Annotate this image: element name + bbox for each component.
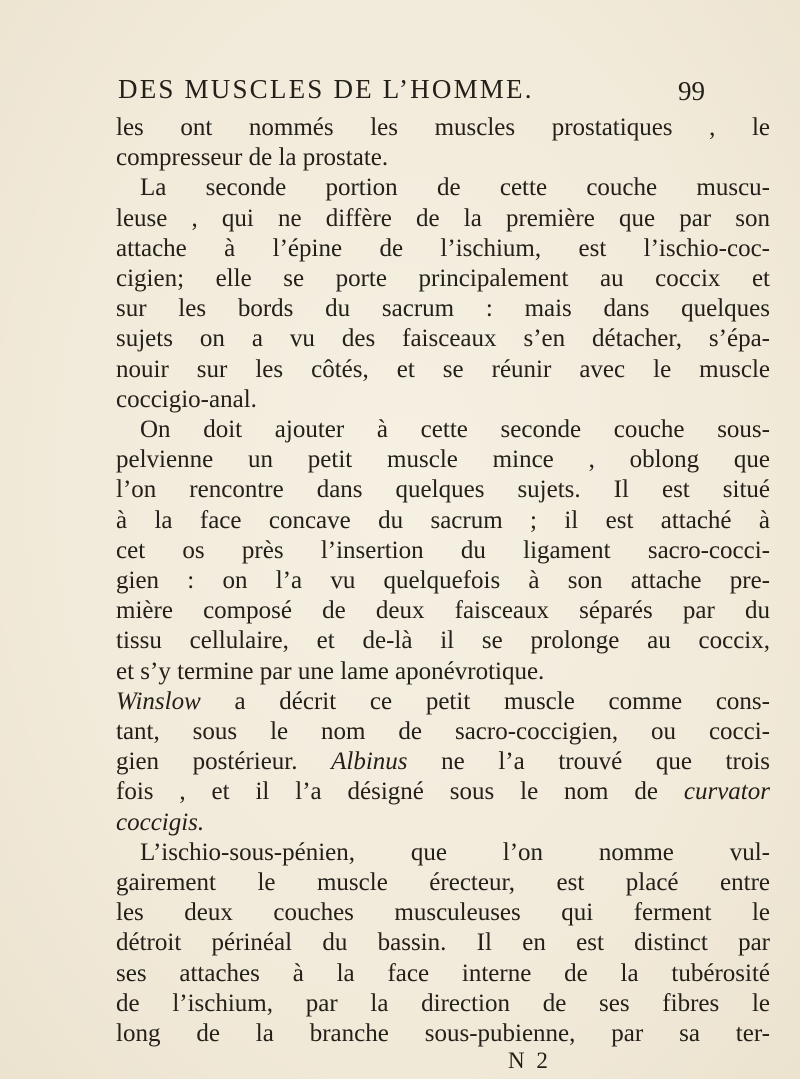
text-line: leuse , qui ne diffère de la première que par son <box>116 205 770 232</box>
text-line: gien : on l’a vu quelquefois à son attache pre- <box>116 567 770 594</box>
text-line: sur les bords du sacrum : mais dans quelques <box>116 295 770 322</box>
text-fragment: ne l’a trouvé que trois <box>407 748 770 775</box>
text-line: nouir sur les côtés, et se réunir avec le muscle <box>116 356 770 383</box>
text-line: les deux couches musculeuses qui ferment le <box>116 899 770 926</box>
page-number: 99 <box>678 76 705 106</box>
latin-term: curvator <box>683 778 770 805</box>
text-line: et s’y termine par une lame aponévrotique. <box>116 658 545 685</box>
text-line: cet os près l’insertion du ligament sacro-cocci- <box>116 537 770 564</box>
text-line: ses attaches à la face interne de la tubérosité <box>116 960 770 987</box>
text-line: gairement le muscle érecteur, est placé entre <box>116 869 770 896</box>
text-line: de l’ischium, par la direction de ses fibres le <box>116 990 770 1017</box>
text-line <box>116 686 770 718</box>
text-line: tant, sous le nom de sacro-coccigien, ou cocci- <box>116 718 770 745</box>
text-line: coccigis. <box>116 809 205 836</box>
text-line: attache à l’épine de l’ischium, est l’ischio-coc- <box>116 235 770 262</box>
text-line: La seconde portion de cette couche muscu- <box>140 174 770 201</box>
text-line: l’on rencontre dans quelques sujets. Il est situé <box>116 476 770 503</box>
text-line: compresseur de la prostate. <box>116 144 389 171</box>
running-head: DES MUSCLES DE L’HOMME. <box>118 74 534 104</box>
text-fragment: fois , et il l’a désigné sous le nom de <box>116 778 684 805</box>
text-line <box>116 776 770 808</box>
text-line: mière composé de deux faisceaux séparés par du <box>116 597 770 624</box>
text-line: long de la branche sous-pubienne, par sa ter- <box>116 1020 770 1047</box>
text-line: pelvienne un petit muscle mince , oblong que <box>116 446 770 473</box>
text-line: tissu cellulaire, et de-là il se prolonge au coccix, <box>116 627 770 654</box>
text-line: sujets on a vu des faisceaux s’en détacher, s’épa- <box>116 325 770 352</box>
text-line: cigien; elle se porte principalement au coccix et <box>116 265 770 292</box>
author-name-albinus: Albinus <box>331 748 408 775</box>
signature-mark: N 2 <box>508 1048 551 1073</box>
text-fragment: gien postérieur. <box>116 748 332 775</box>
text-fragment: a décrit ce petit muscle comme cons- <box>200 688 770 715</box>
text-line: à la face concave du sacrum ; il est attaché à <box>116 507 770 534</box>
text-line: les ont nommés les muscles prostatiques , le <box>116 114 770 141</box>
text-line: détroit périnéal du bassin. Il en est distinct par <box>116 929 770 956</box>
text-line: coccigio-anal. <box>116 386 257 413</box>
author-name-winslow: Winslow <box>116 688 201 715</box>
text-line: On doit ajouter à cette seconde couche sous- <box>140 416 770 443</box>
text-line: L’ischio-sous-pénien, que l’on nomme vul- <box>140 839 770 866</box>
text-line <box>116 746 770 778</box>
